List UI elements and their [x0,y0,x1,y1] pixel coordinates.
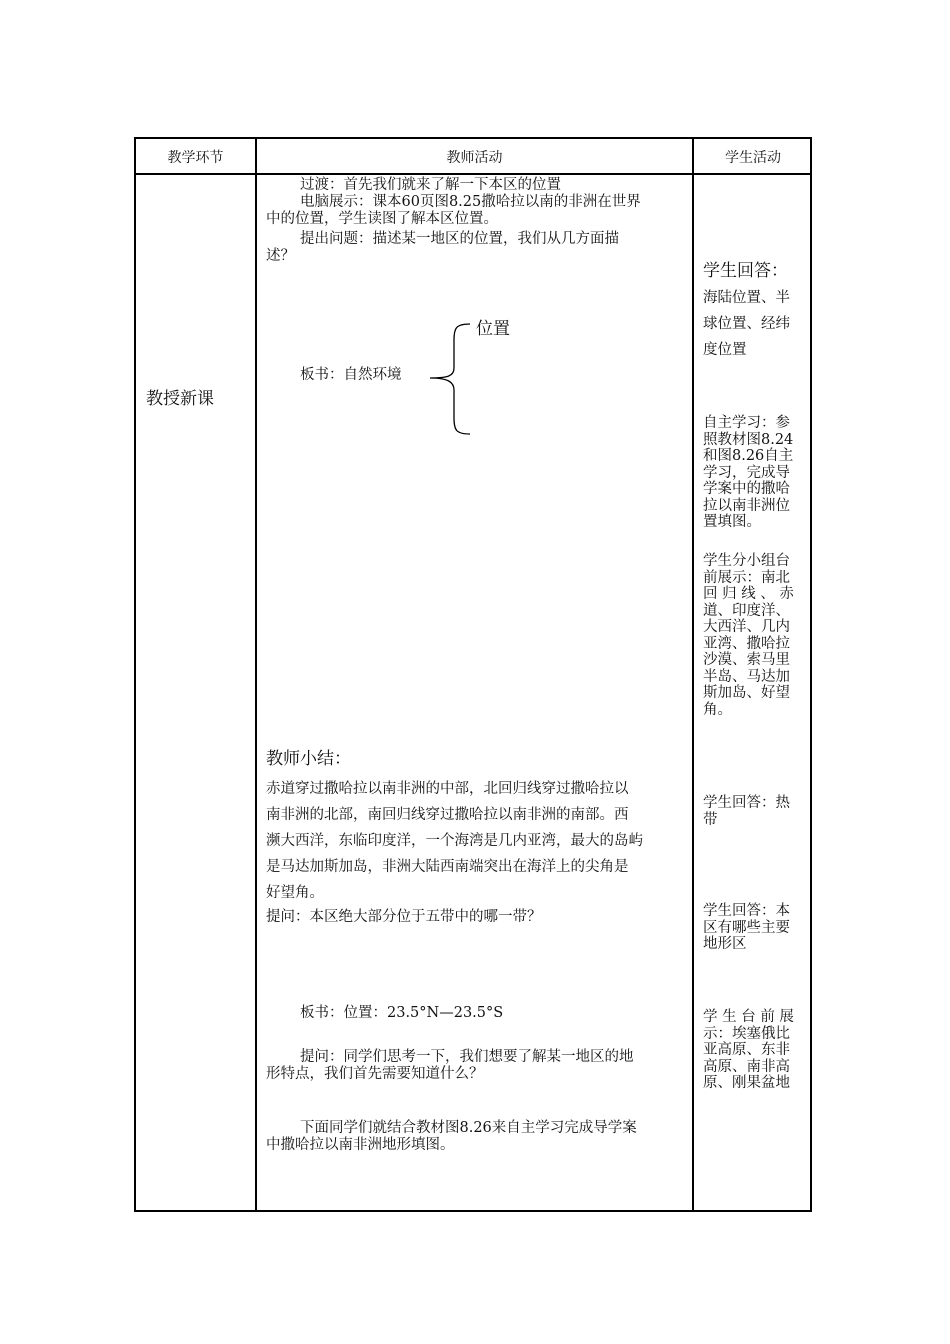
student-show-line: 亚高原、东非 [703,1042,790,1058]
student-group-line: 角。 [703,701,732,718]
header-student: 学生活动 [725,150,781,166]
self-study-text-cont: 中撒哈拉以南非洲地形填图。 [266,1137,455,1153]
board-position: 板书：位置：23.5°N—23.5°S [300,1005,504,1021]
student-answer3-line: 地形区 [703,936,747,952]
student-show-line: 原、刚果盆地 [703,1075,790,1091]
summary-line: 濒大西洋，东临印度洋，一个海湾是几内亚湾，最大的岛屿 [266,833,643,849]
column-divider [255,139,257,1210]
question-text: 提出问题：描述某一地区的位置，我们从几方面描 [300,231,619,247]
summary-line: 是马达加斯加岛，非洲大陆西南端突出在海洋上的尖角是 [266,859,629,875]
question-terrain: 提问：同学们思考一下，我们想要了解某一地区的地 [300,1049,634,1065]
student-answer-line: 度位置 [703,342,747,358]
student-study-line: 学习，完成导 [703,464,790,481]
student-show-line: 学 生 台 前 展 [703,1009,794,1025]
student-study-line: 学案中的撒哈 [703,481,790,497]
question-text-cont: 述？ [266,248,295,264]
student-group-line: 沙漠、索马里 [703,652,790,668]
computer-show-text-cont: 中的位置，学生读图了解本区位置。 [266,211,498,227]
header-teacher: 教师活动 [446,150,503,166]
student-study-line: 和图8.26自主 [703,448,794,464]
summary-line: 南非洲的北部，南回归线穿过撒哈拉以南非洲的南部。西 [266,807,629,823]
student-group-line: 半岛、马达加 [703,668,790,685]
student-study-line: 自主学习：参 [703,415,790,431]
summary-title: 教师小结： [266,749,351,769]
board-label: 板书：自然环境 [300,367,402,383]
computer-show-text: 电脑展示：课本60页图8.25撒哈拉以南的非洲在世界 [300,194,641,210]
summary-line: 赤道穿过撒哈拉以南非洲的中部，北回归线穿过撒哈拉以 [266,781,629,797]
student-group-line: 大西洋、几内 [703,619,790,635]
student-study-line: 拉以南非洲位 [703,497,790,514]
transition-text: 过渡：首先我们就来了解一下本区的位置 [300,177,561,193]
student-answer2-line: 学生回答：热 [703,795,790,811]
student-answer-line: 海陆位置、半 [703,290,790,306]
brace-icon [426,320,476,438]
student-group-line: 亚湾、撒哈拉 [703,635,790,652]
student-answer-line: 球位置、经纬 [703,316,790,332]
student-group-line: 斯加岛、好望 [703,685,790,701]
board-branch-position: 位置 [476,319,510,339]
student-group-line: 学生分小组台 [703,553,790,569]
student-show-line: 高原、南非高 [703,1058,790,1075]
student-group-line: 道、印度洋、 [703,602,790,619]
student-study-line: 置填图。 [703,514,761,530]
student-answer3-line: 学生回答：本 [703,903,790,919]
student-answer-title: 学生回答： [703,261,788,281]
student-study-line: 照教材图8.24 [703,431,794,448]
segment-label: 教授新课 [146,389,214,409]
self-study-text: 下面同学们就结合教材图8.26来自主学习完成导学案 [300,1120,637,1136]
student-show-line: 示：埃塞俄比 [703,1025,790,1042]
student-answer2-line: 带 [703,811,718,828]
question-terrain-cont: 形特点，我们首先需要知道什么？ [266,1066,484,1082]
header-segment: 教学环节 [167,150,224,166]
lesson-table [134,137,812,1212]
student-group-line: 前展示：南北 [703,569,790,586]
student-answer3-line: 区有哪些主要 [703,919,790,936]
question-zone: 提问：本区绝大部分位于五带中的哪一带？ [266,909,542,925]
summary-line: 好望角。 [266,885,324,901]
column-divider [692,139,694,1210]
student-group-line: 回 归 线 、 赤 [703,586,794,602]
